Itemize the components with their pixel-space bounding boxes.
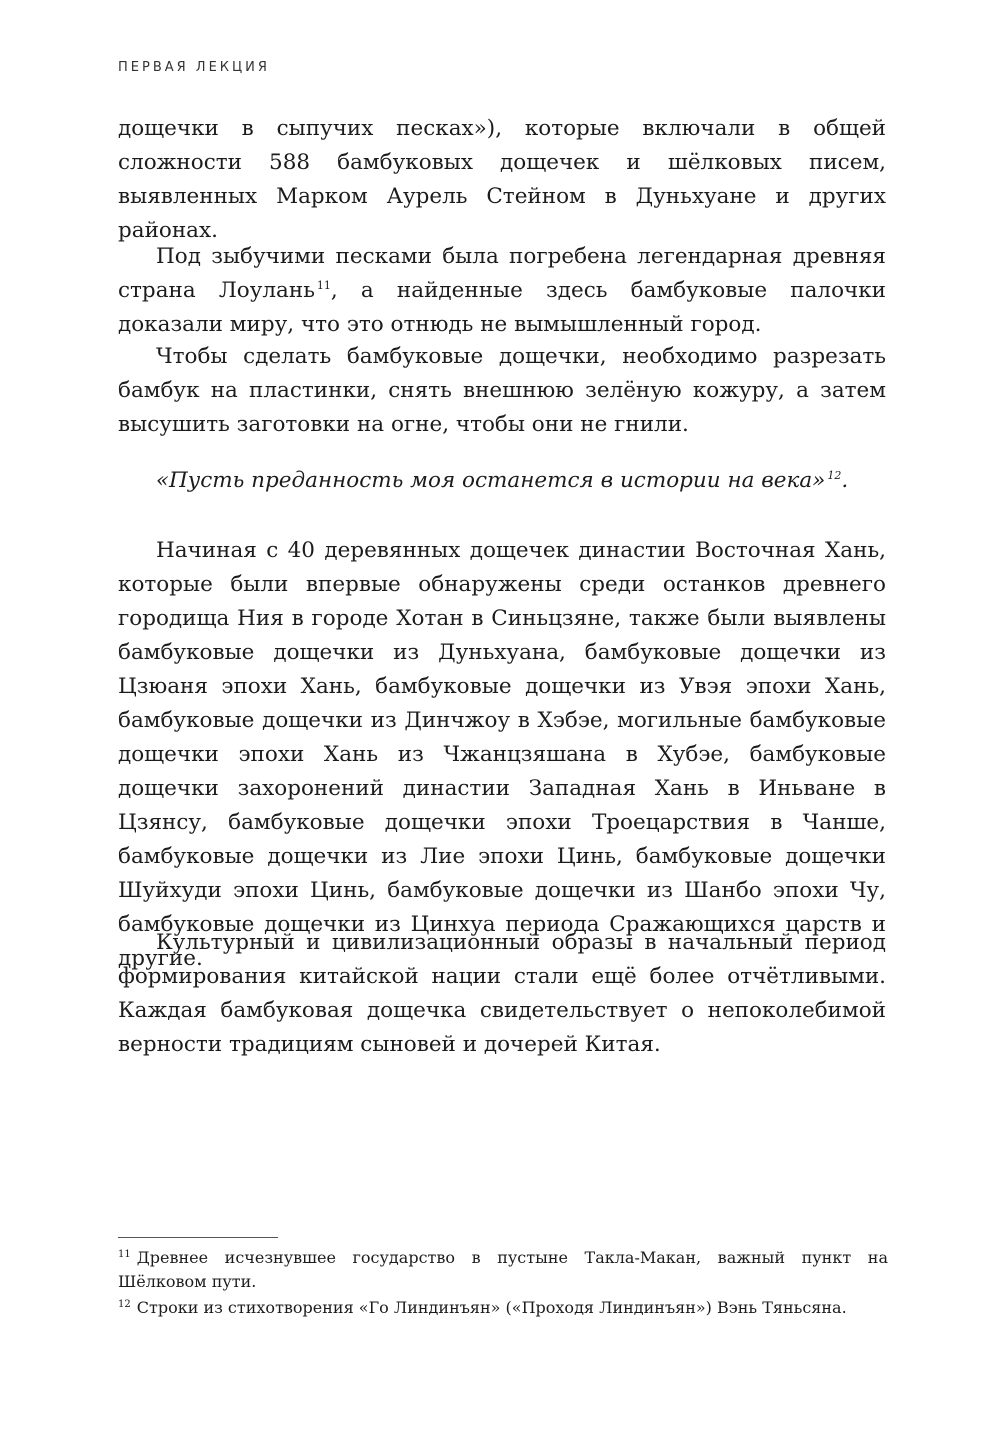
paragraph-loulan (118, 240, 886, 342)
epigraph (118, 464, 886, 498)
paragraph-continuation: дощечки в сыпучих песках»), которые включали в общей сложности 588 бамбуковых дощечек и шёлковых писем, выявленных Марком Аурель Стейном в Дуньхуане и других районах. (118, 116, 886, 243)
footnote-11-text: Древнее исчезнувшее государство в пустыне Такла-Макан, важный пункт на Шёлковом пути. (118, 1248, 888, 1291)
running-head: ПЕРВАЯ ЛЕКЦИЯ (118, 60, 270, 75)
footnote-ref-11[interactable]: 11 (316, 278, 331, 292)
paragraph-loulan-part-1: Под зыбучими песками была погребена легендарная древняя страна Лоулань (118, 244, 886, 303)
footnote-divider (118, 1237, 278, 1238)
paragraph-discoveries: Начиная с 40 деревянных дощечек династии Восточная Хань, которые были впервые обнаружены среди останков древнего городища Ния в городе Хотан в Синьцзяне, также были выявлены бамбуковые дощечки из Дуньхуана, бамбуковые дощечки из Цзюаня эпохи Хань, бамбуковые дощечки из Увэя эпохи Хань, бамбуковые дощечки из Динчжоу в Хэбэе, могильные бамбуковые дощечки эпохи Хань из Чжанцзяшана в Хубэе, бамбуковые дощечки захоронений династии Западная Хань в Иньване в Цзянсу, бамбуковые дощечки эпохи Троецарствия в Чанше, бамбуковые дощечки из Лие эпохи Цинь, бамбуковые дощечки Шуйхуди эпохи Цинь, бамбуковые дощечки из Шанбо эпохи Чу, бамбуковые дощечки из Цинхуа периода Сражающихся царств и другие. (118, 538, 886, 971)
footnote-11-number: 11 (118, 1248, 131, 1260)
footnote-ref-12[interactable]: 12 (827, 468, 842, 482)
paragraph-culture: Культурный и цивилизационный образы в начальный период формирования китайской нации стали ещё более отчётливыми. Каждая бамбуковая дощечка свидетельствует о непоколебимой верности традициям сыновей и дочерей Китая. (118, 930, 886, 1057)
footnote-12 (118, 1296, 888, 1320)
footnote-11 (118, 1246, 888, 1294)
paragraph-making-slips: Чтобы сделать бамбуковые дощечки, необходимо разрезать бамбук на пластинки, снять внешнюю зелёную кожуру, а затем высушить заготовки на огне, чтобы они не гнили. (118, 344, 886, 437)
footnote-12-number: 12 (118, 1298, 131, 1310)
epigraph-text: «Пусть преданность моя останется в истории на века» (155, 468, 826, 493)
footnote-12-text: Строки из стихотворения «Го Линдинъян» («Проходя Линдинъян») Вэнь Тяньсяна. (136, 1298, 847, 1317)
paragraph-loulan-part-2: , а найденные здесь бамбуковые палочки доказали миру, что это отнюдь не вымышленный город. (118, 278, 887, 337)
epigraph-end: . (841, 468, 849, 493)
